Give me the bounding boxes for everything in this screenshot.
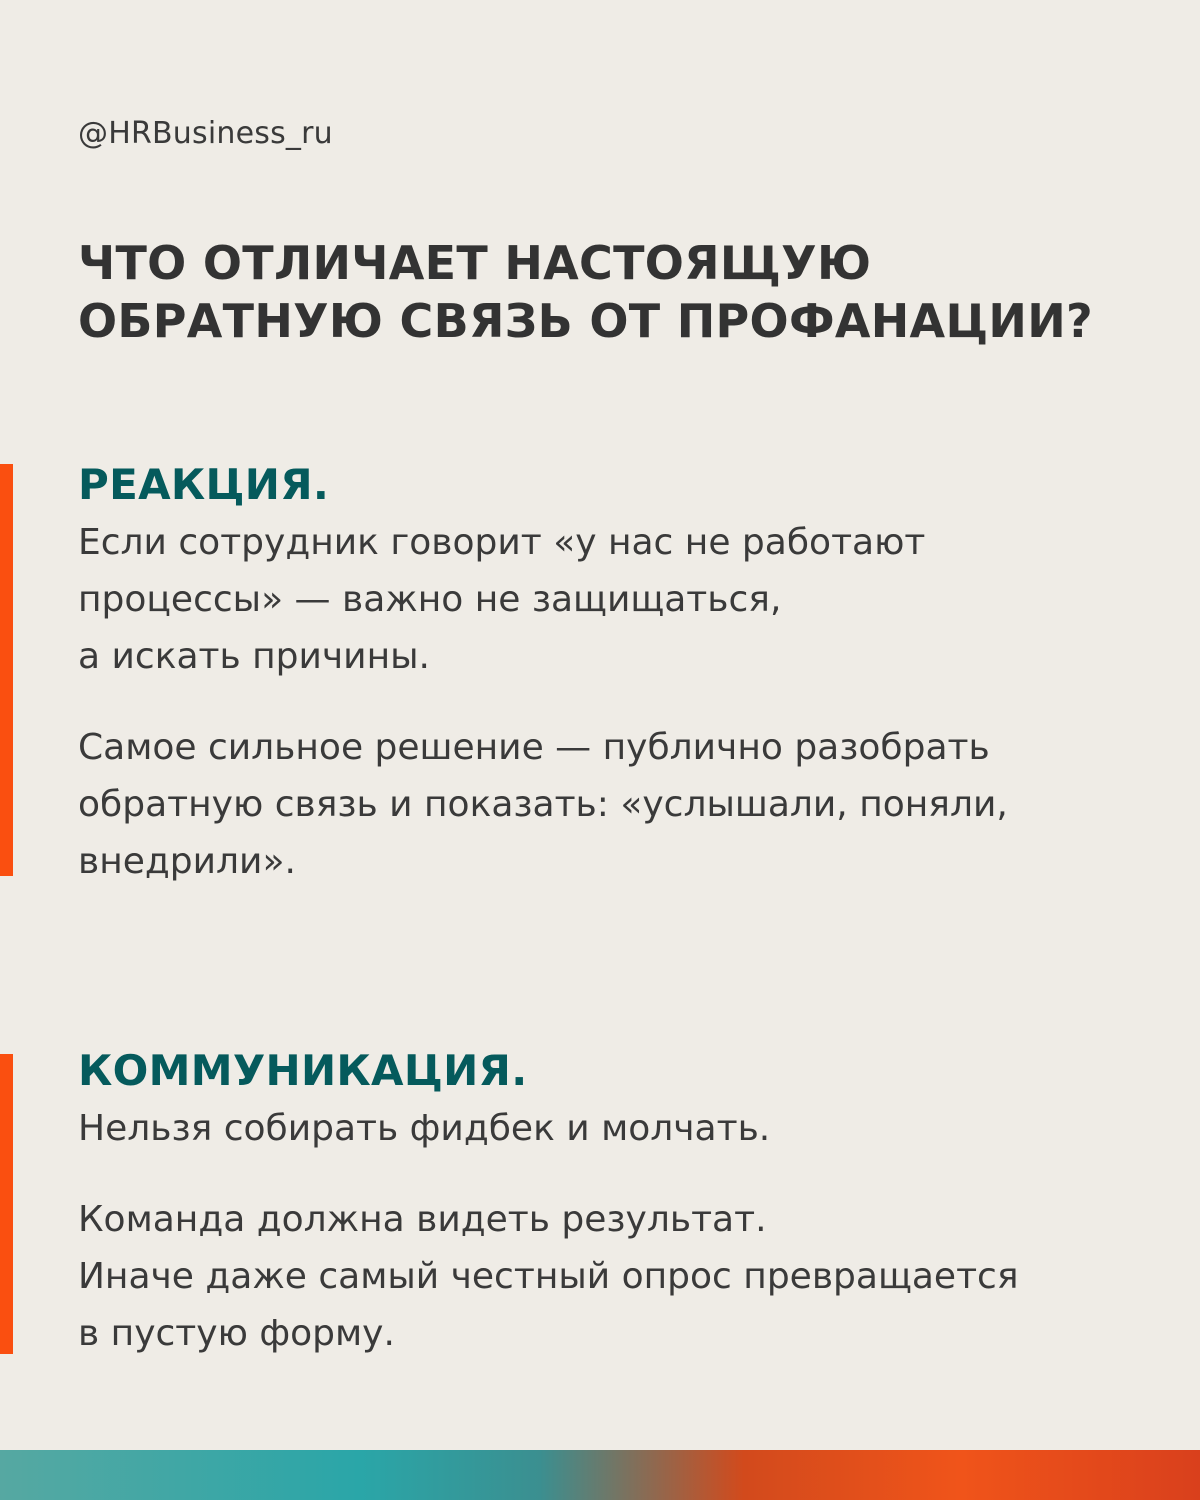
paragraph-line: а искать причины. (78, 636, 430, 677)
footer-gradient-strip (0, 1450, 1200, 1500)
section-reaction (78, 456, 1178, 890)
paragraph-line: процессы» — важно не защищаться, (78, 579, 782, 620)
paragraph-line: обратную связь и показать: «услышали, поняли, (78, 784, 1008, 825)
paragraph (78, 1100, 1178, 1157)
paragraph (78, 1191, 1178, 1362)
section-communication (78, 1042, 1178, 1362)
page-title (78, 234, 1178, 350)
paragraph-line: Если сотрудник говорит «у нас не работают (78, 522, 926, 563)
paragraph-line: Команда должна видеть результат. (78, 1199, 767, 1240)
paragraph-line: в пустую форму. (78, 1313, 395, 1354)
account-handle: @HRBusiness_ru (78, 116, 333, 151)
paragraph (78, 719, 1178, 890)
accent-bar (0, 1054, 13, 1354)
title-line: ОБРАТНУЮ СВЯЗЬ ОТ ПРОФАНАЦИИ? (78, 294, 1094, 348)
title-line: ЧТО ОТЛИЧАЕТ НАСТОЯЩУЮ (78, 236, 872, 290)
section-heading: КОММУНИКАЦИЯ. (78, 1046, 528, 1095)
paragraph-line: Нельзя собирать фидбек и молчать. (78, 1108, 771, 1149)
paragraph (78, 514, 1178, 685)
accent-bar (0, 464, 13, 876)
paragraph-line: Самое сильное решение — публично разобрать (78, 727, 990, 768)
paragraph-line: Иначе даже самый честный опрос превращается (78, 1256, 1019, 1297)
section-heading: РЕАКЦИЯ. (78, 460, 330, 509)
paragraph-line: внедрили». (78, 841, 296, 882)
